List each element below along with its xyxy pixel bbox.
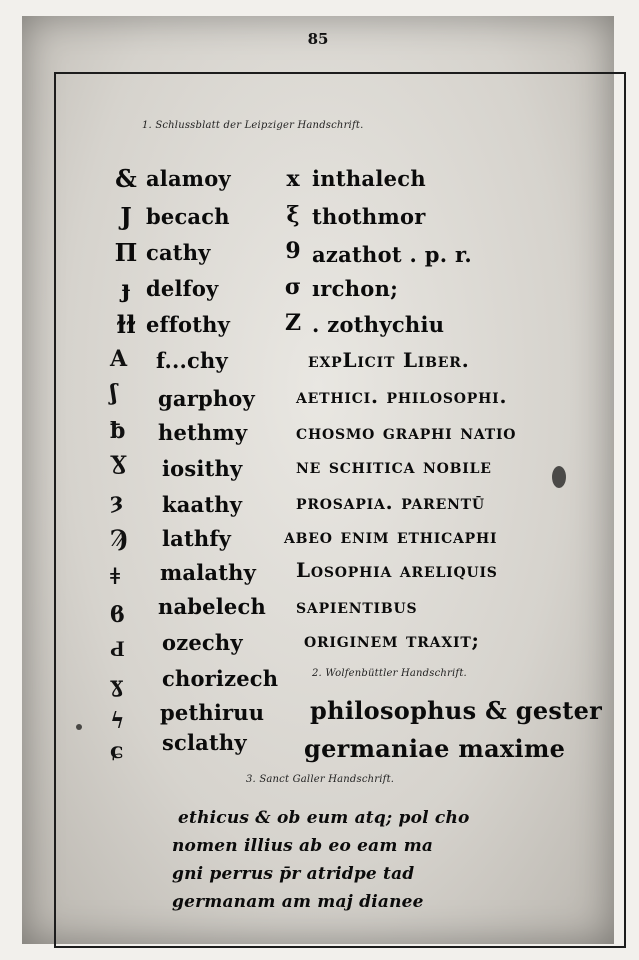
- st-gall-line-1: ethicus & ob eum atq; pol cho: [178, 808, 470, 828]
- alphabet-name-9: iosithy: [162, 456, 243, 481]
- alphabet-sign-right-4: σ: [284, 274, 302, 300]
- manuscript-plate: [22, 16, 614, 944]
- alphabet-name-12: malathy: [160, 560, 256, 585]
- margin-glyph-icon: Ϡ: [110, 526, 128, 552]
- alphabet-name-7: garphoy: [158, 386, 255, 411]
- st-gall-line-2: nomen illius ab eo eam ma: [172, 836, 434, 856]
- colophon-line-6: abeo enim ethicaphi: [284, 524, 498, 548]
- alphabet-name-6: f...chy: [156, 348, 228, 373]
- colophon-line-3: chosmo graphi natio: [296, 420, 517, 444]
- colophon-line-7: Losophia areliquis: [296, 558, 498, 582]
- alphabet-name-right-3: azathot . p. r.: [312, 242, 473, 267]
- alphabet-sign-right-1: x: [286, 166, 300, 192]
- alphabet-name-17: sclathy: [162, 730, 247, 755]
- colophon-line-9: originem traxit;: [304, 628, 480, 652]
- alphabet-sign-3: Π: [114, 238, 138, 267]
- wolfenbuettel-line-1: philosophus & gester: [310, 696, 603, 725]
- alphabet-sign-5: ɫɫ: [116, 310, 136, 339]
- margin-glyph-icon: ɕ: [110, 738, 124, 764]
- margin-glyph-icon: ɣ: [110, 672, 124, 698]
- alphabet-name-right-2: thothmor: [312, 204, 426, 229]
- alphabet-sign-1: &: [115, 164, 137, 193]
- alphabet-name-right-4: ırchon;: [312, 276, 399, 301]
- colophon-line-8: sapientibus: [296, 594, 418, 618]
- alphabet-name-5: effothy: [146, 312, 231, 337]
- alphabet-name-3: cathy: [146, 240, 211, 265]
- alphabet-name-2: becach: [146, 204, 230, 229]
- margin-glyph-icon: Ԁ: [110, 636, 125, 662]
- st-gall-line-3: gni perrus p̄r atridpe tad: [172, 864, 415, 884]
- ink-blot: [552, 466, 566, 488]
- alphabet-sign-right-2: ξ: [286, 202, 300, 228]
- alphabet-sign-right-5: Z: [284, 310, 302, 336]
- ink-blot: [76, 724, 82, 730]
- colophon-line-1: expLicit Liber.: [308, 348, 470, 372]
- margin-glyph-icon: A: [110, 346, 128, 372]
- alphabet-name-10: kaathy: [162, 492, 243, 517]
- alphabet-name-14: ozechy: [162, 630, 243, 655]
- alphabet-name-1: alamoy: [146, 166, 231, 191]
- alphabet-name-8: hethmy: [158, 420, 248, 445]
- caption-leipzig: 1. Schlussblatt der Leipziger Handschrift.: [142, 120, 364, 131]
- marginal-cipher-column: [102, 346, 142, 766]
- alphabet-name-16: pethiruu: [160, 700, 265, 725]
- colophon-line-5: prosapia. parentū: [296, 490, 485, 514]
- st-gall-line-4: germanam am maj dianee: [172, 892, 424, 912]
- margin-glyph-icon: ϟ: [110, 708, 125, 734]
- margin-glyph-icon: ǂ: [110, 564, 121, 590]
- margin-glyph-icon: ȝ: [110, 488, 124, 514]
- caption-wolfenbuettel: 2. Wolfenbüttler Handschrift.: [312, 668, 467, 679]
- alphabet-sign-2: J: [120, 202, 132, 231]
- alphabet-name-right-1: inthalech: [312, 166, 426, 191]
- wolfenbuettel-line-2: germaniae maxime: [304, 734, 566, 763]
- alphabet-name-13: nabelech: [158, 594, 266, 619]
- alphabet-sign-right-3: 9: [285, 238, 301, 264]
- alphabet-name-right-5: . zothychiu: [312, 312, 445, 337]
- page-number: 85: [307, 30, 329, 48]
- colophon-line-2: aethici. philosophi.: [296, 384, 508, 408]
- alphabet-name-4: delfoy: [146, 276, 219, 301]
- alphabet-name-11: lathfy: [162, 526, 231, 551]
- margin-glyph-icon: ƀ: [110, 418, 126, 444]
- margin-glyph-icon: ϐ: [110, 602, 125, 628]
- colophon-line-4: ne schitica nobile: [296, 454, 492, 478]
- caption-st-gall: 3. Sanct Galler Handschrift.: [246, 774, 395, 785]
- alphabet-name-15: chorizech: [162, 666, 279, 691]
- alphabet-sign-4: ɟ: [121, 274, 131, 303]
- margin-glyph-icon: ʃ: [110, 380, 118, 406]
- margin-glyph-icon: Ɣ: [110, 452, 127, 478]
